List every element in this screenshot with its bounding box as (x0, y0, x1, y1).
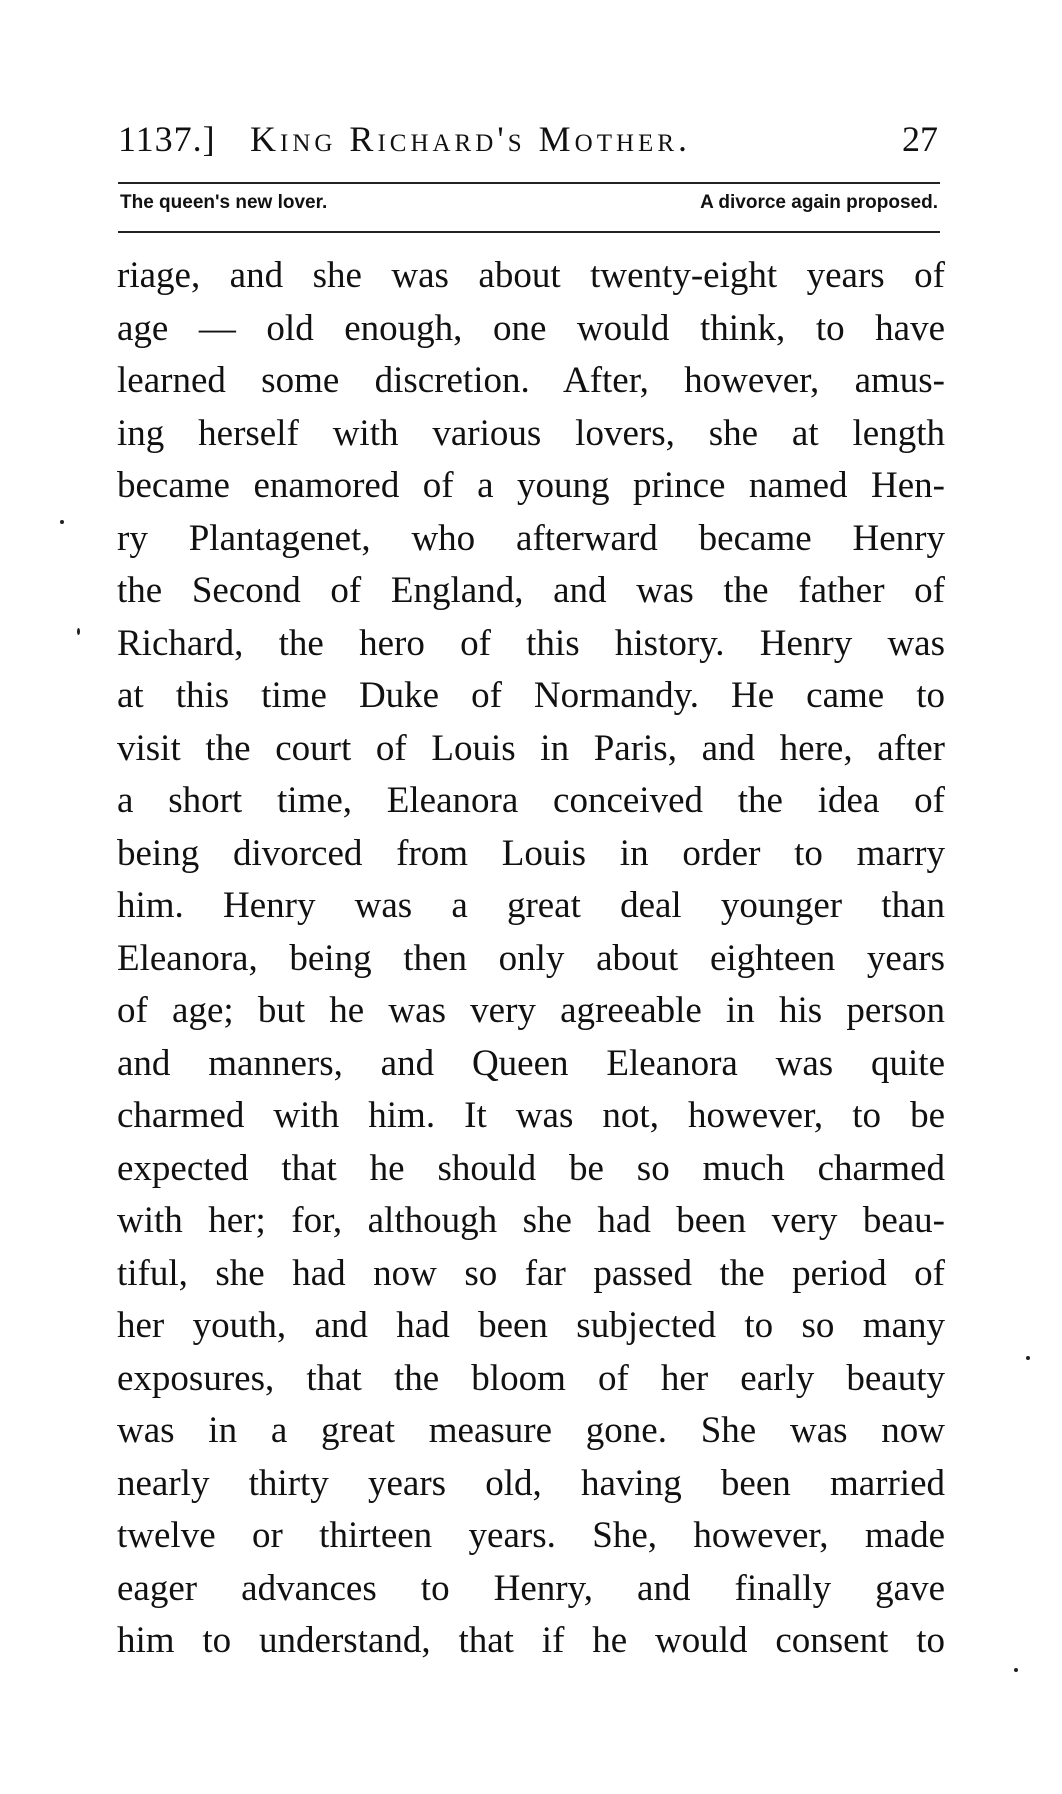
text-line: him. Henry was a great deal younger than (117, 885, 945, 926)
text-line: with her; for, although she had been very beau- (117, 1200, 945, 1241)
text-line: ing herself with various lovers, she at length (117, 412, 945, 454)
text-line: Richard, the hero of this history. Henry was (117, 622, 945, 664)
header-rule-bottom (118, 231, 940, 233)
text-line: charmed with him. It was not, however, to be (117, 1095, 945, 1136)
page-number: 27 (902, 119, 938, 159)
text-line: riage, and she was about twenty-eight years of (117, 255, 945, 296)
text-line: him to understand, that if he would consent to (117, 1620, 945, 1661)
text-line: eager advances to Henry, and finally gave (117, 1567, 945, 1609)
text-line: nearly thirty years old, having been married (117, 1462, 945, 1504)
text-line: age — old enough, one would think, to have (117, 307, 945, 349)
text-line: exposures, that the bloom of her early beauty (117, 1357, 945, 1399)
scan-speck (1014, 1668, 1018, 1672)
text-line: the Second of England, and was the father of (117, 570, 945, 611)
text-line: ry Plantagenet, who afterward became Henry (117, 517, 945, 559)
sidenote-right: A divorce again proposed. (700, 192, 938, 213)
text-line: twelve or thirteen years. She, however, made (117, 1515, 945, 1556)
header-rule-top (118, 182, 940, 184)
text-line: being divorced from Louis in order to marry (117, 832, 945, 874)
sidenote-bar (120, 192, 938, 222)
text-line: her youth, and had been subjected to so many (117, 1305, 945, 1346)
body-text (117, 250, 945, 1668)
section-date: 1137.] (118, 119, 216, 159)
text-line: learned some discretion. After, however, amus- (117, 360, 945, 401)
text-line: tiful, she had now so far passed the period of (117, 1252, 945, 1294)
text-line: became enamored of a young prince named Hen- (117, 465, 945, 506)
page-title: King Richard's Mother. (250, 119, 692, 159)
text-line: expected that he should be so much charmed (117, 1147, 945, 1189)
scan-speck (77, 628, 80, 635)
text-line: a short time, Eleanora conceived the idea of (117, 780, 945, 821)
scan-speck (1026, 1356, 1030, 1360)
text-line: at this time Duke of Normandy. He came to (117, 675, 945, 716)
text-line: was in a great measure gone. She was now (117, 1410, 945, 1451)
text-line: and manners, and Queen Eleanora was quite (117, 1042, 945, 1084)
running-head (118, 118, 940, 178)
text-line: visit the court of Louis in Paris, and here, after (117, 727, 945, 769)
sidenote-left: The queen's new lover. (120, 192, 328, 213)
scan-speck (60, 520, 64, 524)
text-line: Eleanora, being then only about eighteen years (117, 937, 945, 979)
text-line: of age; but he was very agreeable in his person (117, 990, 945, 1031)
